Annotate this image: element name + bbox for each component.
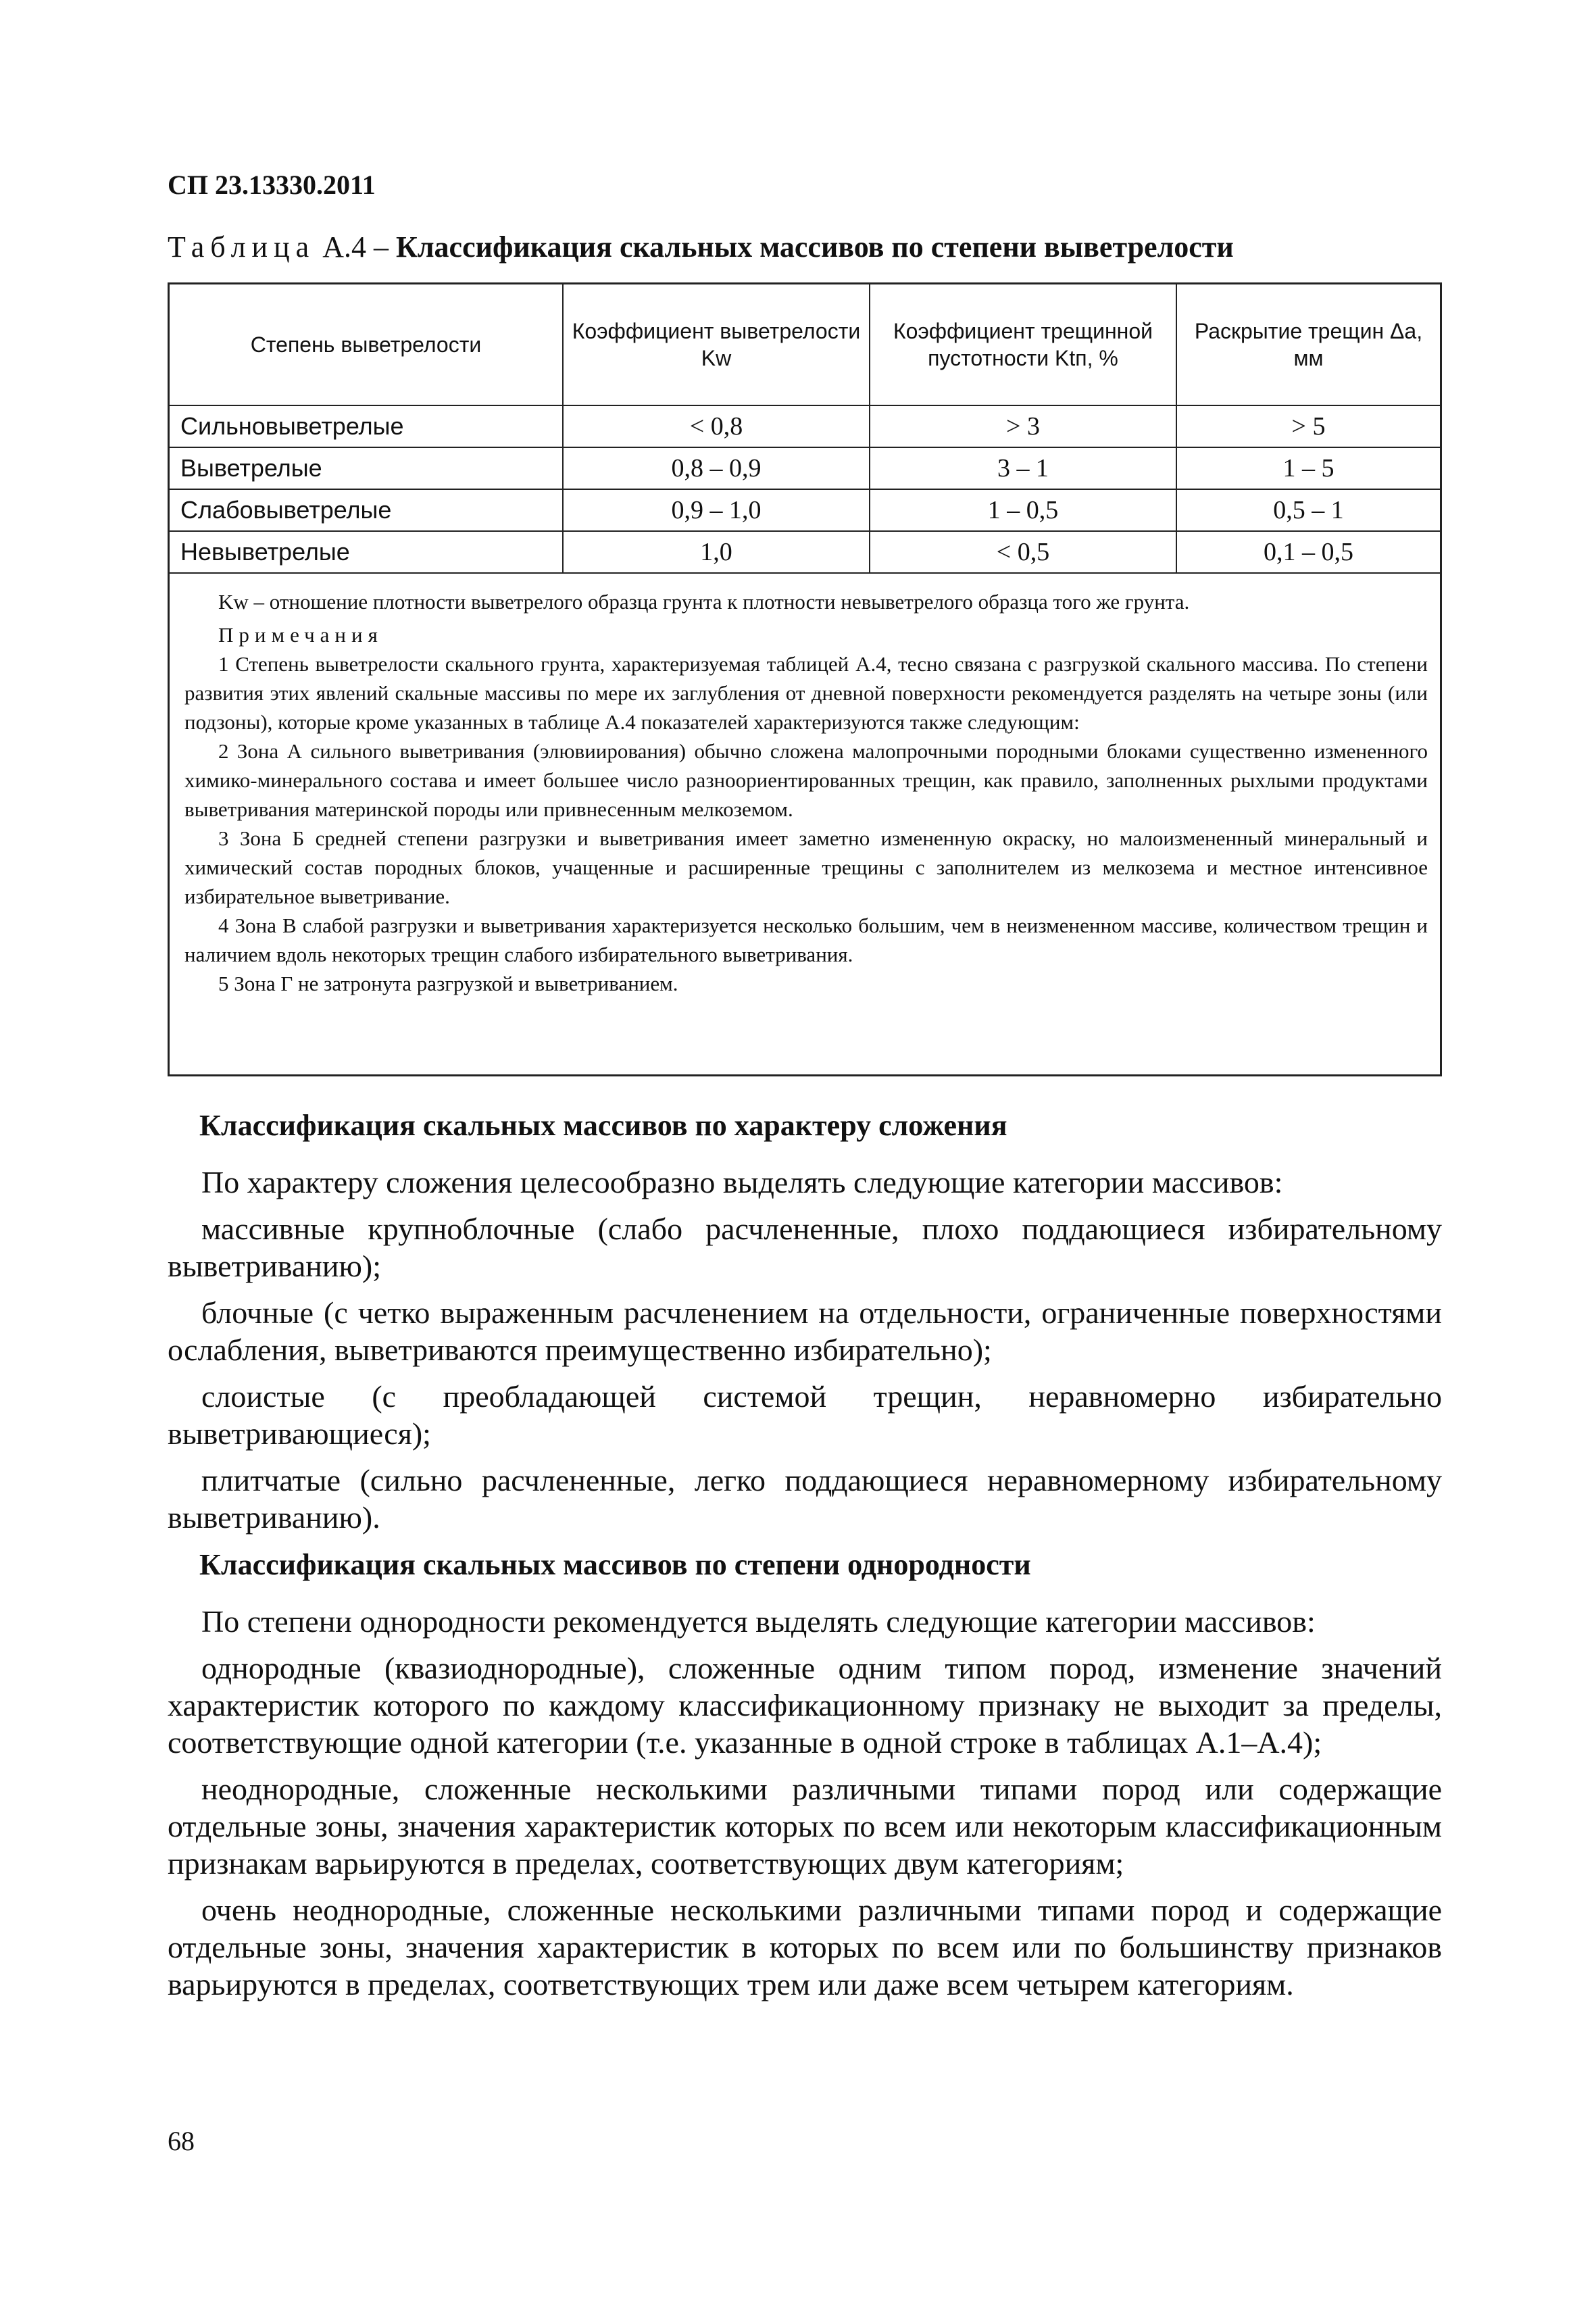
table-row [170,447,1440,489]
table-cell: < 0,5 [870,531,1176,573]
page-number: 68 [168,2126,195,2156]
table-cell: 3 – 1 [870,447,1176,489]
table-cell: 1,0 [563,531,870,573]
table-cell: < 0,8 [563,405,870,447]
table-row [170,531,1440,573]
table-cell: 0,8 – 0,9 [563,447,870,489]
paragraph: неоднородные, сложенные несколькими различными типами пород или содержащие отдельные зоны, значения характеристик которых по всем или некоторым классификационным признакам варьируются в пределах, соответствующих двум категориям; [168,1772,1442,1881]
document-code: СП 23.13330.2011 [168,170,376,200]
table-caption-prefix: Таблица [168,230,316,264]
section-heading: Классификация скальных массивов по степени однородности [199,1548,1031,1581]
table-header-cell: Коэффициент трещинной пустотности Ktп, % [870,284,1176,405]
paragraph: однородные (квазиоднородные), сложенные одним типом пород, изменение значений характеристик которого по каждому классификационному признаку не выходит за пределы, соответствующие одной категории (т.е. указанные в одной строке в таблицах А.1–А.4); [168,1651,1442,1760]
paragraph: По характеру сложения целесообразно выделять следующие категории массивов: [201,1165,1283,1199]
weathering-table [170,284,1440,574]
coefficient-definition: Kw – отношение плотности выветрелого образца грунта к плотности невыветрелого образца того же грунта. [218,590,1190,614]
table-cell: Выветрелые [170,447,563,489]
paragraph: массивные крупноблочные (слабо расчлененные, плохо поддающиеся избирательному выветриванию); [168,1212,1442,1283]
table-caption-title: Классификация скальных массивов по степени выветрелости [395,230,1234,264]
note-item: 5 Зона Г не затронута разгрузкой и выветриванием. [218,972,678,995]
table-row [170,405,1440,447]
paragraph: слоистые (с преобладающей системой трещин, неравномерно избирательно выветривающиеся); [168,1379,1442,1451]
paragraph: По степени однородности рекомендуется выделять следующие категории массивов: [201,1604,1316,1639]
note-item: 4 Зона В слабой разгрузки и выветривания характеризуется несколько большим, чем в неизмененном массиве, количеством трещин и наличием вдоль некоторых трещин слабого избирательного выветривания. [184,914,1428,966]
table-caption-number: А.4 – [315,230,396,264]
table-header-cell: Коэффициент выветрелости Kw [563,284,870,405]
table-cell: Сильновыветрелые [170,405,563,447]
section-body [168,1164,1442,1545]
paragraph: плитчатые (сильно расчлененные, легко поддающиеся неравномерному избирательному выветриванию). [168,1463,1442,1535]
table-cell: Невыветрелые [170,531,563,573]
note-item: 3 Зона Б средней степени разгрузки и выветривания имеет заметно измененную окраску, но малоизмененный минеральный и химический состав породных блоков, учащенные и расширенные трещины с заполнителем из мелкозема и местное интенсивное избирательное выветривание. [184,826,1428,908]
table-cell: 1 – 5 [1176,447,1440,489]
note-item: 2 Зона А сильного выветривания (элювиирования) обычно сложена малопрочными породными блоками существенно измененного химико-минерального состава и имеет большее число разноориентированных трещин, как правило, заполненных рыхлыми продуктами выветривания материнской породы или привнесенным мелкоземом. [184,739,1428,821]
table-cell: > 3 [870,405,1176,447]
table-caption [168,230,1234,264]
table-header-cell: Раскрытие трещин Δa, мм [1176,284,1440,405]
paragraph: блочные (с четко выраженным расчленением на отдельности, ограниченные поверхностями ослабления, выветриваются преимущественно избирательно); [168,1295,1442,1367]
table-header-cell: Степень выветрелости [170,284,563,405]
section-body [168,1603,1442,2012]
table-cell: 0,5 – 1 [1176,489,1440,531]
table-cell: 0,9 – 1,0 [563,489,870,531]
section-heading: Классификация скальных массивов по характеру сложения [199,1109,1007,1142]
table-header-row [170,284,1440,405]
table-cell: 1 – 0,5 [870,489,1176,531]
table-row [170,489,1440,531]
note-item: 1 Степень выветрелости скального грунта, характеризуемая таблицей А.4, тесно связана с разгрузкой скального массива. По степени развития этих явлений скальные массивы по мере их заглубления от дневной поверхности рекомендуется разделять на четыре зоны (или подзоны), которые кроме указанных в таблице А.4 показателей характеризуются также следующим: [184,652,1428,734]
table-cell: Слабовыветрелые [170,489,563,531]
notes-heading: Примечания [218,623,383,647]
table-notes [184,587,1428,998]
paragraph: очень неоднородные, сложенные несколькими различными типами пород и содержащие отдельные зоны, значения характеристик в которых по всем или по большинству признаков варьируются в пределах, соответствующих трем или даже всем четырем категориям. [168,1893,1442,2001]
table-cell: > 5 [1176,405,1440,447]
table-cell: 0,1 – 0,5 [1176,531,1440,573]
table-frame [168,282,1442,1076]
